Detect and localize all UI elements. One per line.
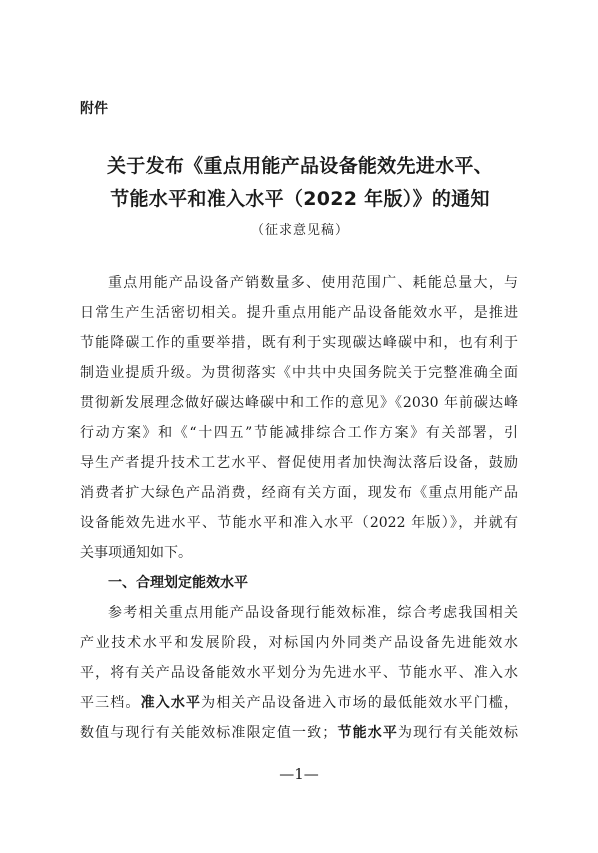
paragraph-1-line: 消费者扩大绿色产品消费，经商有关方面，现发布《重点用能产品: [80, 485, 518, 501]
paragraph-1-line: 节能降碳工作的重要举措，既有利于实现碳达峰碳中和，也有利于: [80, 335, 518, 351]
paragraph-2-line: [80, 694, 518, 712]
draft-subtitle: （征求意见稿）: [250, 223, 349, 238]
text-run: 平三档。: [80, 695, 141, 711]
term-access-level: 准入水平: [140, 695, 202, 711]
section-1-heading: 一、合理划定能效水平: [108, 575, 248, 591]
paragraph-2-line: [80, 724, 518, 742]
paragraph-2-line: 产业技术水平和发展阶段，对标国内外同类产品设备先进能效水: [80, 635, 518, 651]
paragraph-2-line: 参考相关重点用能产品设备现行能效标准，综合考虑我国相关: [108, 605, 518, 621]
term-energy-saving-level: 节能水平: [336, 725, 399, 741]
paragraph-1-line: 日常生产生活密切相关。提升重点用能产品设备能效水平，是推进: [80, 305, 518, 321]
text-run: 为相关产品设备进入市场的最低能效水平门槛，: [201, 695, 519, 711]
paragraph-1-line: 设备能效先进水平、节能水平和准入水平（2022 年版）》，并就有: [80, 515, 518, 531]
paragraph-1-line: 行动方案》和《“十四五”节能减排综合工作方案》有关部署，引: [80, 425, 518, 441]
page-number: —1—: [279, 765, 319, 783]
text-run: 数值与现行有关能效标准限定值一致；: [80, 725, 337, 741]
document-title-line-2: 节能水平和准入水平（2022 年版）》的通知: [110, 188, 490, 210]
paragraph-1-line: 贯彻新发展理念做好碳达峰碳中和工作的意见》《2030 年前碳达峰: [80, 395, 518, 411]
paragraph-1-line: 关事项通知如下。: [80, 545, 192, 561]
paragraph-2-line: 平，将有关产品设备能效水平划分为先进水平、节能水平、准入水: [80, 665, 518, 681]
paragraph-1-line: 制造业提质升级。为贯彻落实《中共中央国务院关于完整准确全面: [80, 365, 518, 381]
text-run: 为现行有关能效标: [398, 725, 519, 741]
attachment-label: 附件: [80, 101, 108, 117]
paragraph-1-line: 重点用能产品设备产销数量多、使用范围广、耗能总量大，与: [108, 275, 518, 291]
document-title-line-1: 关于发布《重点用能产品设备能效先进水平、: [106, 155, 493, 177]
paragraph-1-line: 导生产者提升技术工艺水平、督促使用者加快淘汰落后设备，鼓励: [80, 455, 518, 471]
